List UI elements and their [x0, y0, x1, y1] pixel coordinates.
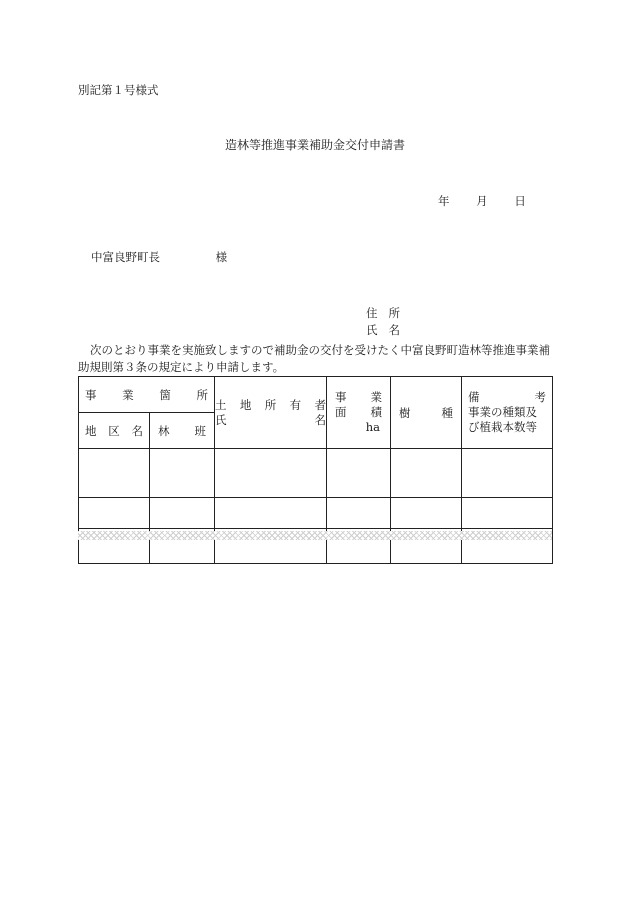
table-row [79, 498, 553, 529]
document-title: 造林等推進事業補助金交付申請書 [224, 138, 405, 152]
table-cell[interactable] [327, 449, 391, 498]
table-cell[interactable] [150, 498, 215, 529]
landowner-header: 土 地 所 有 者 氏 名 [215, 377, 327, 449]
table-cell[interactable] [462, 498, 553, 529]
addressee [91, 249, 227, 265]
table-cell[interactable] [327, 498, 391, 529]
table-cell[interactable] [79, 498, 150, 529]
district-name-header: 地 区 名 [79, 413, 150, 449]
table-cell[interactable] [462, 449, 553, 498]
addressee-name: 中富良野町長 [91, 250, 160, 264]
year-label: 年 [438, 194, 450, 208]
addressee-honorific: 様 [215, 250, 228, 264]
date-line [438, 193, 526, 209]
table-cell[interactable] [391, 498, 462, 529]
table-cell[interactable] [391, 449, 462, 498]
application-statement: 次のとおり事業を実施致しますので補助金の交付を受けたく中富良野町造林等推進事業補助規則第３条の規定により申請します。 [78, 343, 550, 374]
day-label: 日 [514, 194, 526, 208]
business-location-header: 事 業 箇 所 [79, 377, 215, 413]
applicant-name [366, 322, 411, 338]
form-number: 別記第１号様式 [78, 83, 159, 97]
applicant-address [366, 305, 411, 321]
name-label: 氏名 [366, 323, 411, 337]
month-label: 月 [476, 194, 488, 208]
table-cell[interactable] [150, 449, 215, 498]
project-area-header: 事 業 面 積 ha [327, 377, 391, 449]
remarks-header: 備 考 事業の種類及 び植栽本数等 [462, 377, 553, 449]
table-cell[interactable] [79, 449, 150, 498]
forest-block-header: 林 班 [150, 413, 215, 449]
tree-species-header: 樹 種 [391, 377, 462, 449]
table-break-divider [78, 531, 552, 540]
table-cell[interactable] [215, 498, 327, 529]
area-unit: ha [365, 420, 380, 434]
address-label: 住所 [366, 306, 411, 320]
table-cell[interactable] [215, 449, 327, 498]
table-row [79, 449, 553, 498]
